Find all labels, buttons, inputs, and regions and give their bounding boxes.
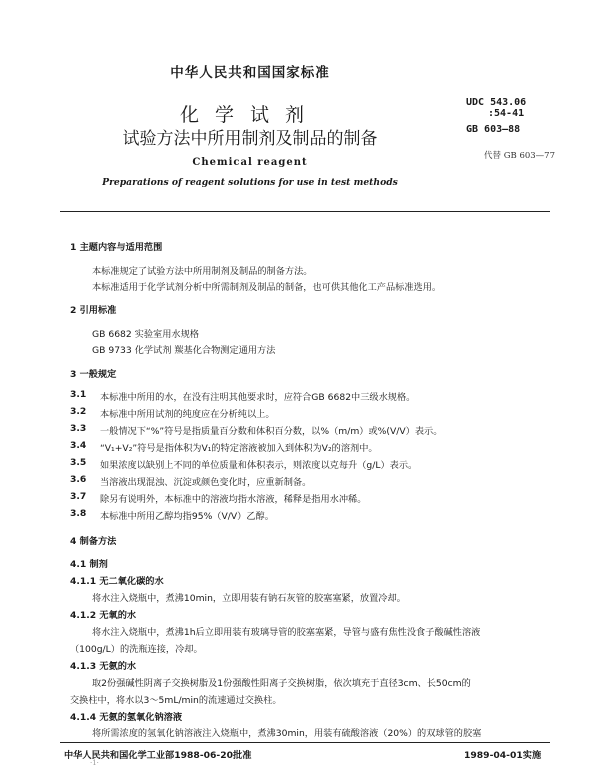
subsection-heading: 4.1.3 无氨的水 xyxy=(70,661,137,672)
page-mark: ·1· xyxy=(90,759,99,767)
section-1-heading: 1 主题内容与适用范围 xyxy=(70,242,163,253)
clause-text: 当溶液出现混浊、沉淀或颜色变化时，应重新制备。 xyxy=(100,477,312,488)
section-1-paragraph: 本标准规定了试验方法中所用制剂及制品的制备方法。 xyxy=(92,266,313,277)
document-subtitle-zh: 试验方法中所用制剂及制品的制备 xyxy=(122,129,378,149)
replaces-standard: 代替 GB 603—77 xyxy=(484,151,555,161)
method-paragraph: （100g/L）的洗瓶连接，冷却。 xyxy=(70,644,203,655)
section-4-heading: 4 制备方法 xyxy=(70,536,117,547)
method-paragraph: 取2份强碱性阴离子交换树脂及1份强酸性阳离子交换树脂，依次填充于直径3cm、长50cm的 xyxy=(92,678,471,689)
issuing-body: 中华人民共和国国家标准 xyxy=(170,65,330,81)
clause-text: “V₁+V₂”符号是指体积为V₁的特定溶液被加入到体积为V₂的溶剂中。 xyxy=(100,443,378,454)
method-paragraph: 将所需浓度的氢氧化钠溶液注入烧瓶中，煮沸30min，用装有硫酸溶液（20%）的双球管的胶塞 xyxy=(92,728,482,739)
implementation-date: 1989-04-01实施 xyxy=(464,750,542,761)
method-paragraph: 交换柱中，将水以3～5mL/min的流速通过交换柱。 xyxy=(70,695,282,706)
footer-divider xyxy=(60,742,550,743)
udc-code-suffix: :54-41 xyxy=(488,108,525,119)
clause-number: 3.6 xyxy=(70,474,87,485)
header-divider xyxy=(60,211,550,212)
standard-number: GB 603—88 xyxy=(466,124,521,135)
clause-text: 如果浓度以缺别上不同的单位质量和体积表示，则浓度以克每升（g/L）表示。 xyxy=(100,460,418,471)
reference-item: GB 6682 实验室用水规格 xyxy=(92,329,199,340)
reference-item: GB 9733 化学试剂 羰基化合物测定通用方法 xyxy=(92,345,276,356)
clause-number: 3.7 xyxy=(70,491,87,502)
document-title-zh: 化学试剂 xyxy=(179,104,320,126)
document-title-en: Chemical reagent xyxy=(192,157,308,168)
method-paragraph: 将水注入烧瓶中，煮沸1h后立即用装有玻璃导管的胶塞塞紧，导管与盛有焦性没食子酸碱性溶液 xyxy=(92,627,481,638)
method-paragraph: 将水注入烧瓶中，煮沸10min，立即用装有钠石灰管的胶塞塞紧，放置冷却。 xyxy=(92,593,406,604)
section-3-heading: 3 一般规定 xyxy=(70,369,117,380)
clause-number: 3.2 xyxy=(70,406,87,417)
clause-number: 3.8 xyxy=(70,508,87,519)
udc-code: UDC 543.06 xyxy=(466,97,527,108)
clause-text: 本标准中所用乙醇均指95%（V/V）乙醇。 xyxy=(100,511,274,522)
clause-text: 一般情况下“%”符号是指质量百分数和体积百分数，以%（m/m）或%(V/V）表示。 xyxy=(100,426,443,437)
clause-text: 除另有说明外，本标准中的溶液均指水溶液，稀释是指用水冲稀。 xyxy=(100,494,367,505)
clause-text: 本标准中所用试剂的纯度应在分析纯以上。 xyxy=(100,409,275,420)
approval-statement: 中华人民共和国化学工业部1988-06-20批准 xyxy=(64,750,252,761)
clause-text: 本标准中所用的水，在没有注明其他要求时，应符合GB 6682中三级水规格。 xyxy=(100,392,416,403)
clause-number: 3.5 xyxy=(70,457,87,468)
section-2-heading: 2 引用标准 xyxy=(70,305,117,316)
subsection-heading: 4.1.1 无二氧化碳的水 xyxy=(70,576,164,587)
document-subtitle-en: Preparations of reagent solutions for use in test methods xyxy=(102,177,398,188)
clause-number: 3.1 xyxy=(70,389,87,400)
section-1-paragraph: 本标准适用于化学试剂分析中所需制剂及制品的制备，也可供其他化工产品标准选用。 xyxy=(92,282,442,293)
subsection-heading: 4.1.2 无氧的水 xyxy=(70,610,137,621)
subsection-heading: 4.1.4 无氨的氢氧化钠溶液 xyxy=(70,712,183,723)
subsection-heading: 4.1 制剂 xyxy=(70,559,108,570)
clause-number: 3.3 xyxy=(70,423,87,434)
clause-number: 3.4 xyxy=(70,440,87,451)
